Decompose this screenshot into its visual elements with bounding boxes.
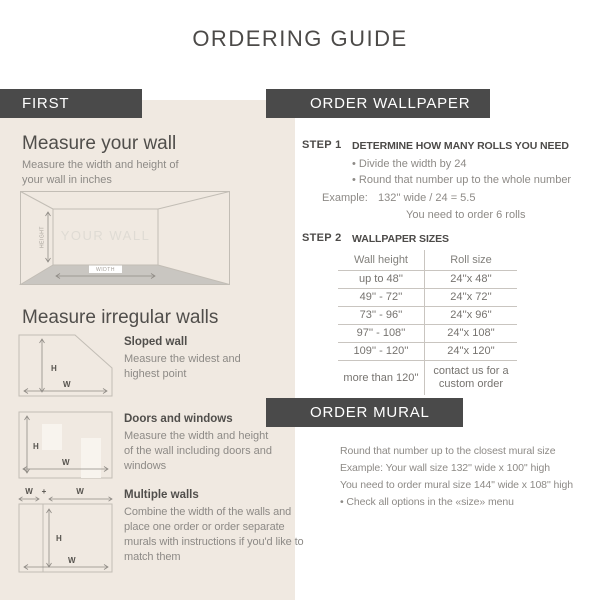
example-result: You need to order 6 rolls (406, 209, 526, 221)
step1-bullet-2: • Round that number up to the whole number (352, 174, 572, 186)
height-arrow (47, 509, 52, 567)
floor (21, 265, 230, 285)
irregular-walls-heading: Measure irregular walls (22, 307, 219, 328)
mural-line-4: • Check all options in the «size» menu (340, 496, 514, 508)
page-title: ORDERING GUIDE (192, 26, 408, 51)
table-cell: 24''x 72'' (425, 289, 517, 307)
table-cell: 49'' - 72'' (338, 289, 425, 307)
table-cell: 24''x 120'' (425, 343, 517, 361)
h-label: H (56, 534, 62, 543)
width-label: WIDTH (96, 267, 115, 273)
mural-line-1: Round that number up to the closest mural size (340, 445, 556, 457)
example-label: Example: (322, 192, 368, 204)
window-shape (42, 424, 62, 450)
door-shape (81, 438, 101, 478)
measure-wall-heading: Measure your wall (22, 133, 177, 154)
w-label: W (62, 458, 70, 467)
table-cell: 97'' - 108'' (338, 325, 425, 343)
your-wall-label: YOUR WALL (60, 228, 151, 243)
w-label: W (68, 556, 76, 565)
w-label: W (63, 380, 71, 389)
section-tab-order-mural: ORDER MURAL (266, 398, 463, 427)
width-arrow-left (19, 497, 39, 501)
mural-line-2: Example: Your wall size 132'' wide x 100'' high (340, 462, 550, 474)
table-cell: 109'' - 120'' (338, 343, 425, 361)
table-header-wall-height: Wall height (338, 250, 425, 271)
table-cell: contact us for a custom order (433, 365, 509, 390)
sloped-wall-title: Sloped wall (124, 336, 188, 348)
height-label: HEIGHT (39, 226, 46, 248)
perspective-line (21, 192, 54, 210)
wall-perspective-diagram (20, 191, 230, 285)
width-arrow (24, 389, 107, 394)
width-arrow-bottom (24, 565, 108, 570)
width-arrow-right (49, 497, 112, 501)
step1-label: STEP 1 (302, 139, 342, 151)
section-tab-order-wallpaper: ORDER WALLPAPER (266, 89, 490, 118)
walls-outline (19, 504, 112, 572)
sloped-wall-description: Measure the widest and highest point (124, 353, 241, 380)
step2-title: WALLPAPER SIZES (352, 233, 449, 245)
step2-label: STEP 2 (302, 232, 342, 244)
height-arrow (40, 339, 45, 392)
w-top-right-label: W (76, 487, 84, 496)
table-cell: 24''x 48'' (425, 271, 517, 289)
table-header-roll-size: Roll size (425, 250, 517, 271)
section-tab-first: FIRST (0, 89, 142, 118)
measure-wall-description: Measure the width and height of your wall in inches (22, 159, 179, 186)
table-cell: 24''x 96'' (425, 307, 517, 325)
doors-windows-description: Measure the width and height of the wall including doors and windows (124, 430, 272, 472)
height-arrow (46, 212, 51, 262)
w-top-left-label: W (25, 487, 33, 496)
doors-windows-title: Doors and windows (124, 413, 233, 425)
multiple-walls-title: Multiple walls (124, 489, 199, 501)
table-cell: up to 48'' (338, 271, 425, 289)
mural-line-3: You need to order mural size 144'' wide x 108'' high (340, 479, 573, 491)
table-cell: 73'' - 96'' (338, 307, 425, 325)
sloped-wall-diagram (18, 334, 113, 397)
step1-bullet-1: • Divide the width by 24 (352, 158, 467, 170)
multiple-walls-description: Combine the width of the walls and place one order or order separate murals with instructions if you'd like to match them (124, 506, 304, 563)
doors-windows-diagram (18, 411, 113, 479)
plus-sign: + (41, 487, 47, 496)
table-cell: 24''x 108'' (425, 325, 517, 343)
height-arrow (25, 416, 30, 473)
step1-title: DETERMINE HOW MANY ROLLS YOU NEED (352, 140, 569, 152)
perspective-line (158, 192, 230, 210)
multiple-walls-diagram (18, 486, 113, 574)
wallpaper-sizes-table (338, 250, 517, 395)
example-calc: 132'' wide / 24 = 5.5 (378, 192, 476, 204)
h-label: H (33, 442, 39, 451)
h-label: H (51, 364, 57, 373)
table-cell: more than 120'' (338, 361, 425, 395)
